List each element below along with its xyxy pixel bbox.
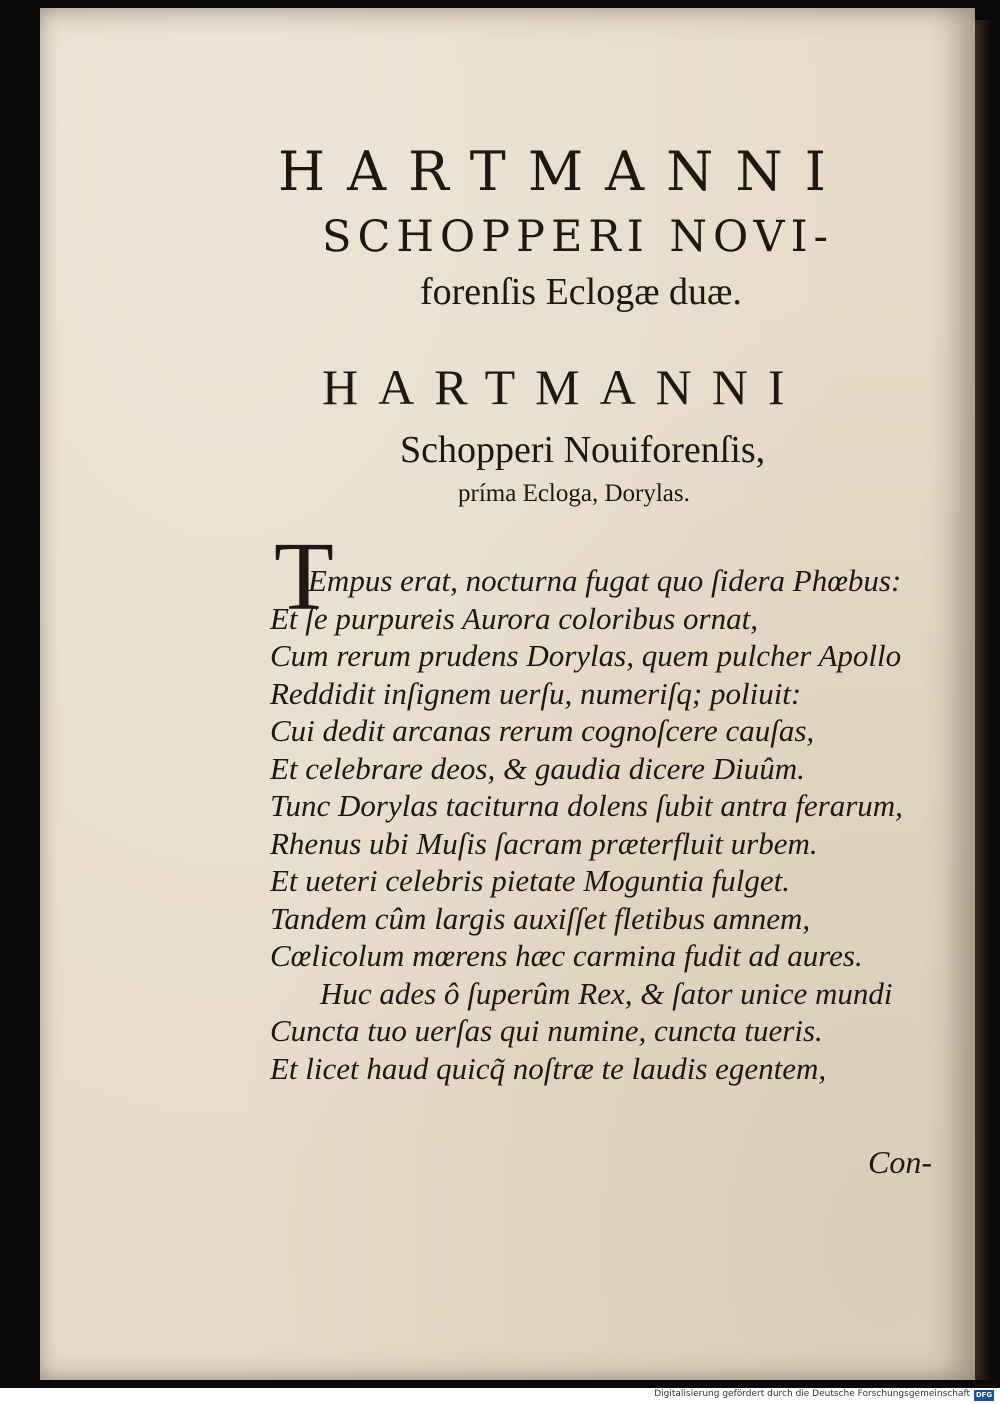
verse-line: Reddidit inſignem uerſu, numeriſq; poliuit: (270, 675, 802, 711)
catchword: Con- (868, 1144, 932, 1180)
title-line-1: HARTMANNI (278, 140, 848, 203)
verse-line: Et licet haud quicq̃ noſtræ te laudis egentem, (270, 1050, 827, 1086)
footer-bar (0, 1388, 1000, 1404)
title-line-3: forenſis Eclogæ duæ. (420, 271, 742, 313)
verse-line: Cum rerum prudens Dorylas, quem pulcher Apollo (270, 638, 902, 673)
verse-line: Huc ades ô ſuperûm Rex, & ſator unice mundi (320, 975, 893, 1011)
drop-cap: T (274, 523, 334, 631)
verse-line: Et celebrare deos, & gaudia dicere Diuûm. (270, 750, 805, 786)
page-edge (975, 20, 989, 1380)
verse-line: Et ueteri celebris pietate Moguntia fulget. (270, 863, 790, 898)
verse-line: Et ſe purpureis Aurora coloribus ornat, (270, 600, 758, 636)
funding-credit: Digitalisierung gefördert durch die Deutsche Forschungsgemeinschaft (654, 1389, 970, 1399)
poem-text (270, 523, 930, 1087)
dfg-logo-icon: DFG (975, 1391, 993, 1399)
subheading-line-1: HARTMANNI (322, 359, 805, 415)
verse-line: Cuncta tuo uerſas qui numine, cuncta tueris. (270, 1013, 823, 1048)
verse-line: Cœlicolum mœrens hæc carmina fudit ad aures. (270, 938, 863, 973)
verse-line: Empus erat, nocturna fugat quo ſidera Phœbus: (308, 563, 902, 598)
verse-line: Cui dedit arcanas rerum cognoſcere cauſas, (270, 713, 815, 748)
verse-line: Rhenus ubi Muſis ſacram præterfluit urbem. (270, 825, 818, 861)
subheading-line-2: Schopperi Nouiforenſis, (400, 429, 766, 471)
subheading-line-3: príma Ecloga, Dorylas. (458, 480, 690, 507)
verse-line: Tunc Dorylas taciturna dolens ſubit antra ferarum, (270, 788, 903, 823)
title-line-2: SCHOPPERI NOVI- (322, 212, 835, 262)
verse-line: Tandem cûm largis auxiſſet fletibus amnem, (270, 900, 811, 936)
